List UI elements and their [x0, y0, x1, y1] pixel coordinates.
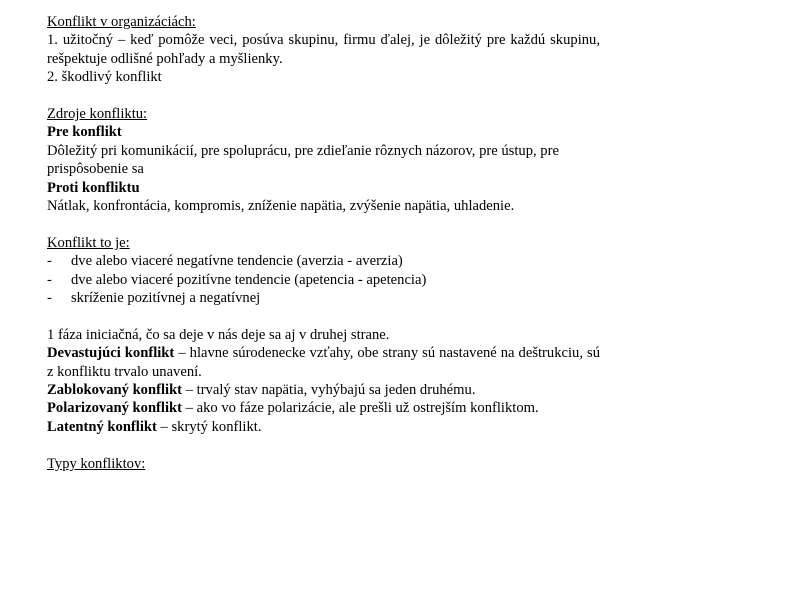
definition-blocked-conflict: – trvalý stav napätia, vyhýbajú sa jeden druhému. — [182, 382, 476, 399]
paragraph-harmful-conflict: 2. škodlivý konflikt — [47, 69, 162, 86]
paragraph-latent-conflict — [47, 418, 600, 436]
list-item-text: dve alebo viaceré pozitívne tendencie (apetencia - apetencia) — [71, 271, 427, 288]
paragraph-polarized-conflict — [47, 399, 600, 417]
term-polarized-conflict: Polarizovaný konflikt — [47, 400, 182, 417]
paragraph-blocked-conflict — [47, 381, 600, 399]
list-bullet: - — [47, 253, 52, 270]
paragraph-contra-conflict: Nátlak, konfrontácia, kompromis, zníženie napätia, zvýšenie napätia, uhladenie. — [47, 198, 515, 215]
blank-line — [47, 436, 600, 454]
paragraph-useful-conflict: 1. užitočný – keď pomôže veci, posúva skupinu, firmu ďalej, je dôležitý pre každú skupinu, rešpektuje odlišné pohľady a myšlienky. — [47, 32, 600, 67]
list-bullet: - — [47, 271, 52, 288]
section-heading-cut-off: Typy konfliktov: — [47, 455, 146, 472]
blank-line — [47, 87, 600, 105]
definition-latent-conflict: – skrytý konflikt. — [156, 418, 262, 435]
section-heading-conflict-is: Konflikt to je: — [47, 234, 130, 251]
paragraph-pro-conflict: Dôležitý pri komunikácií, pre spoluprácu, pre zdieľanie rôznych názorov, pre ústup, pre prispôsobenie sa — [47, 142, 559, 178]
list-item — [47, 252, 600, 270]
subheading-contra-conflict: Proti konfliktu — [47, 179, 140, 196]
list-bullet: - — [47, 290, 52, 307]
list-item-text: dve alebo viaceré negatívne tendencie (averzia - averzia) — [71, 253, 403, 270]
definition-polarized-conflict: – ako vo fáze polarizácie, ale prešli už ostrejším konfliktom. — [182, 400, 539, 417]
term-devastating-conflict: Devastujúci konflikt — [47, 345, 175, 362]
subheading-pro-conflict: Pre konflikt — [47, 124, 122, 141]
section-heading-organizations: Konflikt v organizáciách: — [47, 14, 196, 30]
blank-line — [47, 307, 600, 325]
term-latent-conflict: Latentný konflikt — [47, 418, 157, 435]
section-heading-sources: Zdroje konfliktu: — [47, 106, 148, 123]
list-item-text: skríženie pozitívnej a negatívnej — [71, 290, 261, 307]
list-item — [47, 289, 600, 307]
paragraph-initiation-phase: 1 fáza iniciačná, čo sa deje v nás deje sa aj v druhej strane. — [47, 326, 390, 343]
term-blocked-conflict: Zablokovaný konflikt — [47, 382, 183, 399]
document-page — [47, 13, 601, 472]
definition-devastating-conflict: – hlavne súrodenecke vzťahy, obe strany sú nastavené na deštrukciu, sú z konfliktu trvalo unavení. — [47, 345, 601, 380]
list-item — [47, 271, 600, 289]
paragraph-devastating-conflict — [47, 344, 600, 381]
blank-line — [47, 215, 600, 233]
